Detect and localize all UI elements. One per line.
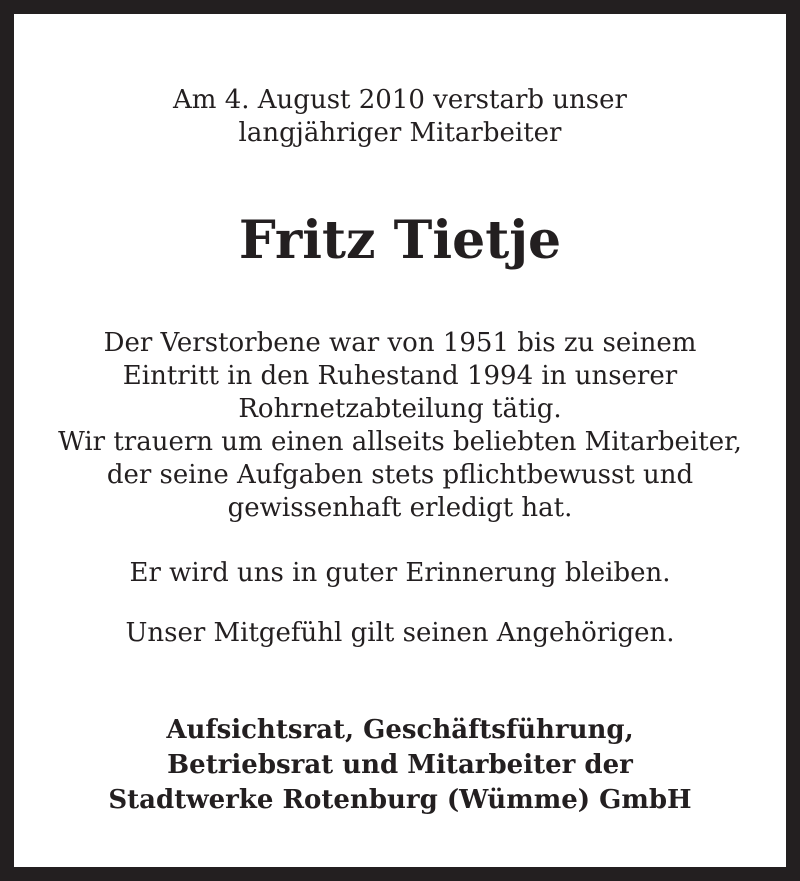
intro-line: Am 4. August 2010 verstarb unser bbox=[173, 85, 627, 115]
signature-line: Stadtwerke Rotenburg (Wümme) GmbH bbox=[108, 785, 692, 815]
remembrance-text: Er wird uns in guter Erinnerung bleiben. bbox=[129, 558, 671, 588]
intro-text bbox=[28, 84, 772, 150]
signature-block bbox=[28, 713, 772, 818]
body-text bbox=[28, 327, 772, 525]
signature-line: Betriebsrat und Mitarbeiter der bbox=[167, 750, 633, 780]
body-line: Der Verstorbene war von 1951 bis zu seinem bbox=[103, 328, 697, 358]
body-line: Rohrnetzabteilung tätig. bbox=[238, 394, 562, 424]
body-line: Wir trauern um einen allseits beliebten Mitarbeiter, bbox=[58, 427, 742, 457]
deceased-name: Fritz Tietje bbox=[238, 210, 562, 271]
signature-line: Aufsichtsrat, Geschäftsführung, bbox=[166, 715, 634, 745]
body-line: Eintritt in den Ruhestand 1994 in unserer bbox=[122, 361, 678, 391]
notice-content bbox=[28, 28, 772, 853]
sympathy-text: Unser Mitgefühl gilt seinen Angehörigen. bbox=[125, 618, 675, 648]
body-line: gewissenhaft erledigt hat. bbox=[227, 493, 573, 523]
intro-line: langjähriger Mitarbeiter bbox=[238, 118, 562, 148]
body-line: der seine Aufgaben stets pflichtbewusst und bbox=[106, 460, 694, 490]
